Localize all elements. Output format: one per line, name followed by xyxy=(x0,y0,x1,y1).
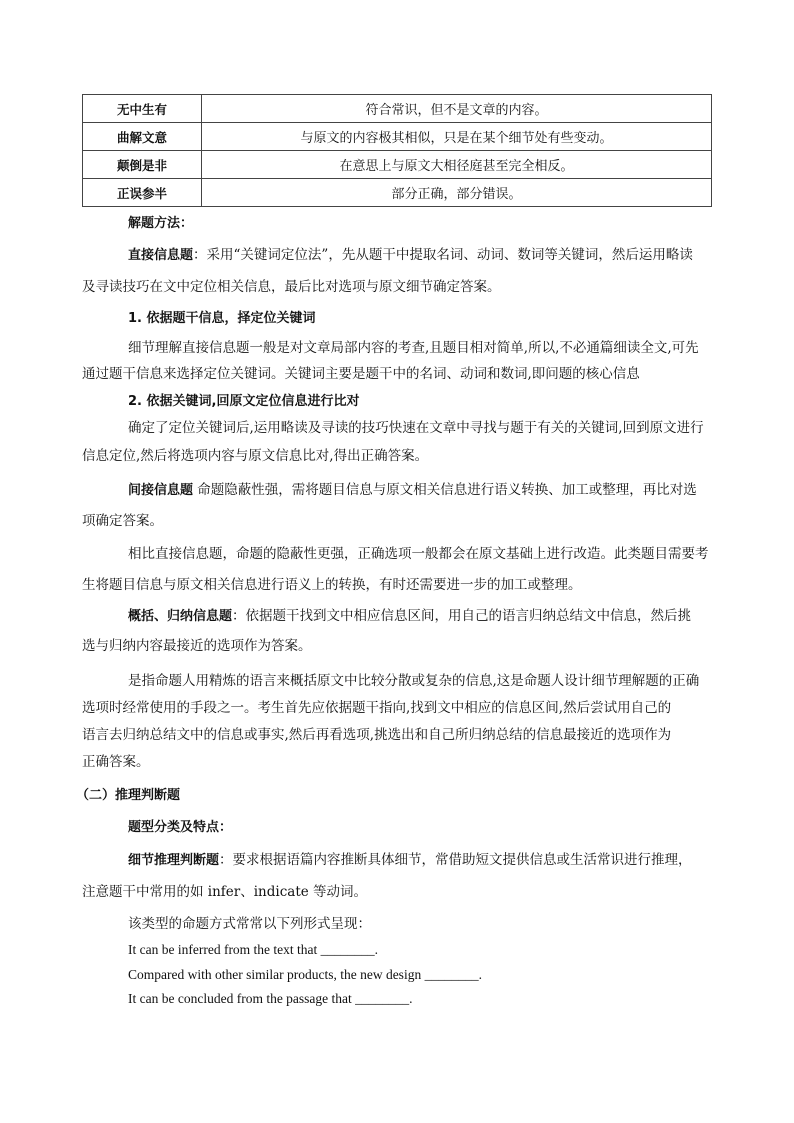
direct-info-line1: 直接信息题：采用“关键词定位法”，先从题干中提取名词、动词、数词等关键词，然后运用略读 xyxy=(128,247,693,263)
step2-line2: 信息定位,然后将选项内容与原文信息比对,得出正确答案。 xyxy=(82,448,429,464)
error-type-name: 曲解文意 xyxy=(83,123,202,151)
example-sentence: It can be inferred from the text that ________. xyxy=(128,942,379,957)
example-sentence: Compared with other similar products, the new design ________. xyxy=(128,967,482,982)
summary-label: 概括、归纳信息题 xyxy=(128,609,233,624)
error-type-description: 在意思上与原文大相径庭甚至完全相反。 xyxy=(202,151,712,179)
table-row xyxy=(83,151,712,179)
error-type-name: 正误参半 xyxy=(83,179,202,207)
indirect-p2-line2: 生将题目信息与原文相关信息进行语义上的转换，有时还需要进一步的加工或整理。 xyxy=(82,577,582,593)
table-row xyxy=(83,95,712,123)
direct-info-label: 直接信息题 xyxy=(128,248,194,263)
error-type-name: 无中生有 xyxy=(83,95,202,123)
indirect-info-line2: 项确定答案。 xyxy=(82,513,163,529)
types-heading: 题型分类及特点： xyxy=(128,820,233,835)
summary-line1: 概括、归纳信息题：依据题干找到文中相应信息区间，用自己的语言归纳总结文中信息，然后挑 xyxy=(128,608,692,624)
error-type-name: 颠倒是非 xyxy=(83,151,202,179)
table-row xyxy=(83,123,712,151)
step1-line2: 通过题干信息来选择定位关键词。关键词主要是题干中的名词、动词和数词,即问题的核心信息 xyxy=(82,366,640,382)
error-type-description: 符合常识，但不是文章的内容。 xyxy=(202,95,712,123)
summary-p2-line3: 语言去归纳总结文中的信息或事实,然后再看选项,挑选出和自己所归纳总结的信息最接近的选项作为 xyxy=(82,727,672,743)
error-type-description: 与原文的内容极其相似，只是在某个细节处有些变动。 xyxy=(202,123,712,151)
methods-heading: 解题方法： xyxy=(128,216,194,231)
summary-p2-line1: 是指命题人用精炼的语言来概括原文中比较分散或复杂的信息,这是命题人设计细节理解题的正确 xyxy=(128,673,700,689)
error-type-description: 部分正确，部分错误。 xyxy=(202,179,712,207)
forms-intro: 该类型的命题方式常常以下列形式呈现： xyxy=(128,916,371,932)
summary-p2-line2: 选项时经常使用的手段之一。考生首先应依据题干指向,找到文中相应的信息区间,然后尝试用自己的 xyxy=(82,700,672,716)
summary-p2-line4: 正确答案。 xyxy=(82,754,150,770)
step1-heading: 1. 依据题干信息，择定位关键词 xyxy=(128,311,316,326)
step1-line1: 细节理解直接信息题一般是对文章局部内容的考查,且题目相对简单,所以,不必通篇细读全文,可先 xyxy=(128,340,699,356)
summary-line2: 选与归纳内容最接近的选项作为答案。 xyxy=(82,638,312,654)
direct-info-line2: 及寻读技巧在文中定位相关信息，最后比对选项与原文细节确定答案。 xyxy=(82,279,501,295)
error-type-table xyxy=(82,94,712,207)
step2-line1: 确定了定位关键词后,运用略读及寻读的技巧快速在文章中寻找与题于有关的关键词,回到原文进行 xyxy=(128,420,704,436)
detail-infer-line2: 注意题干中常用的如 infer、indicate 等动词。 xyxy=(82,884,368,900)
example-sentence: It can be concluded from the passage that ________. xyxy=(128,991,413,1006)
detail-infer-line1: 细节推理判断题：要求根据语篇内容推断具体细节，常借助短文提供信息或生活常识进行推理， xyxy=(128,852,692,868)
detail-infer-label: 细节推理判断题 xyxy=(128,853,220,868)
step2-heading: 2. 依据关键词,回原文定位信息进行比对 xyxy=(128,394,360,409)
indirect-p2-line1: 相比直接信息题，命题的隐蔽性更强，正确选项一般都会在原文基础上进行改造。此类题目需要考 xyxy=(128,546,709,562)
indirect-info-label: 间接信息题 xyxy=(128,483,194,498)
indirect-info-line1: 间接信息题 命题隐蔽性强，需将题目信息与原文相关信息进行语义转换、加工或整理，再比对选 xyxy=(128,482,697,498)
section2-heading: （二）推理判断题 xyxy=(76,788,181,803)
table-row xyxy=(83,179,712,207)
